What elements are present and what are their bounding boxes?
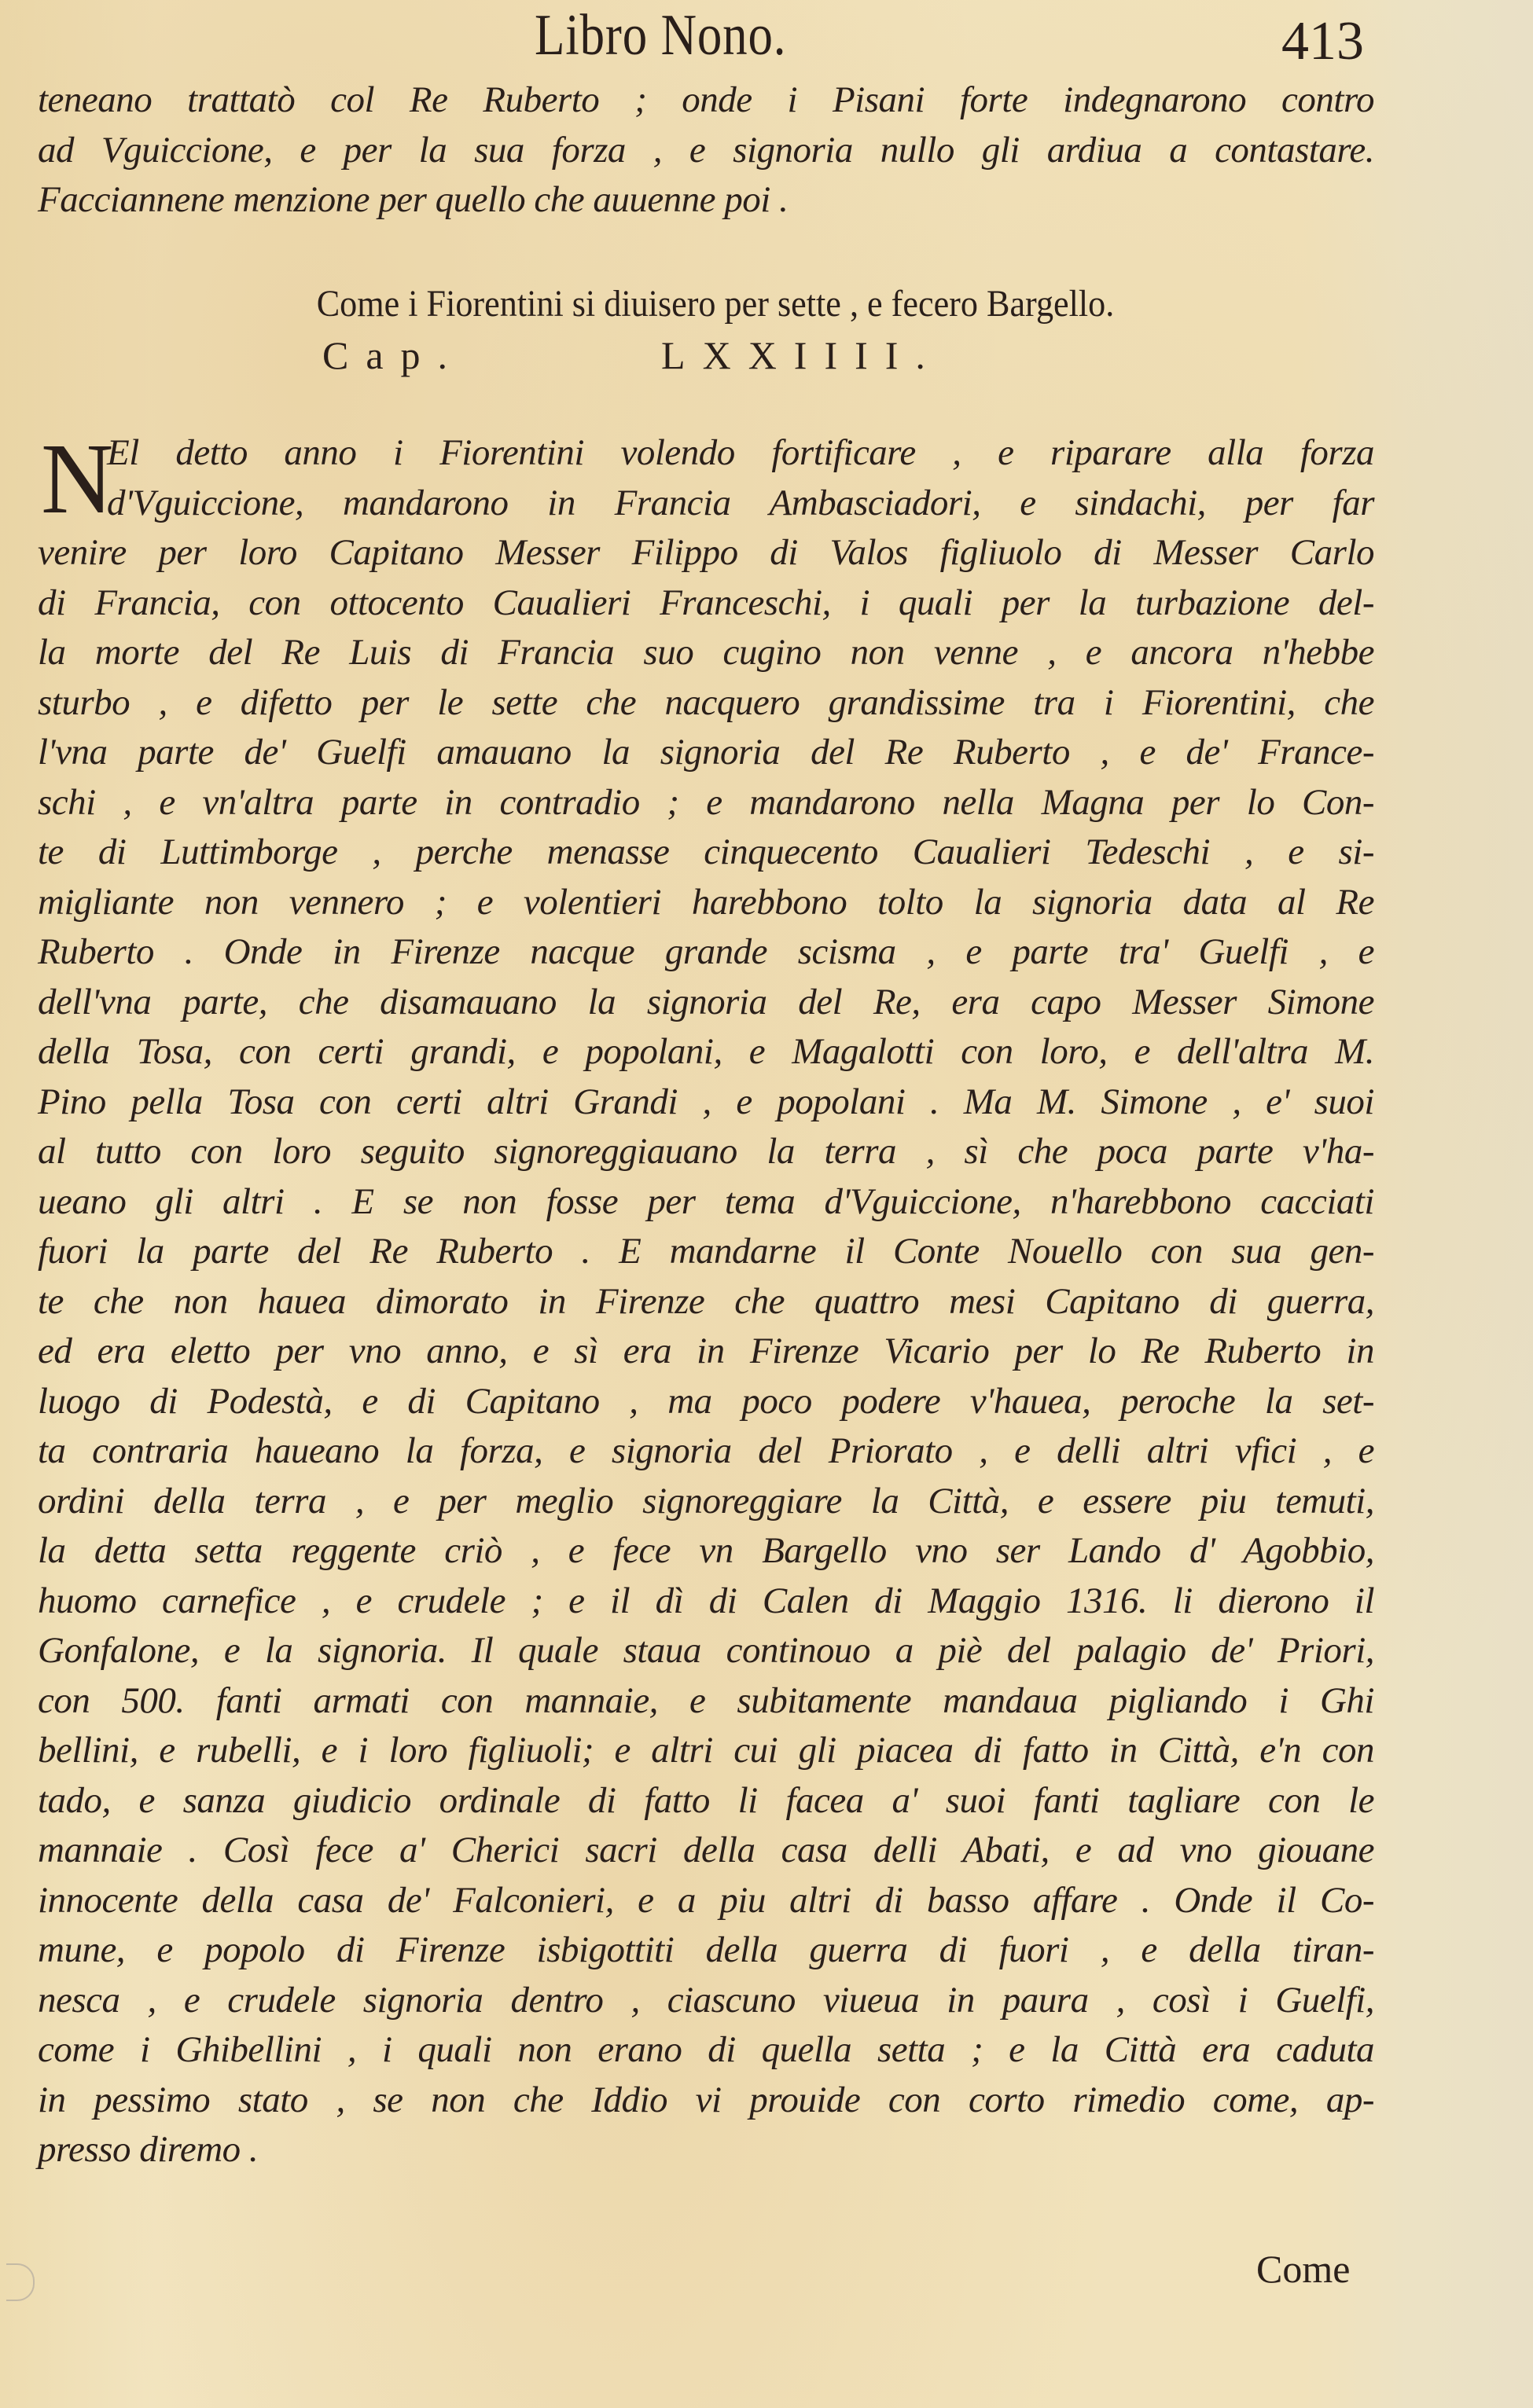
text-line: ordini della terra , e per meglio signoreggiare la Città, e essere piu temuti, [38,1480,1374,1522]
text-line: l'vna parte de' Guelfi amauano la signoria del Re Ruberto , e de' France- [38,732,1374,773]
text-line: d'Vguiccione, mandarono in Francia Ambasciadori, e sindachi, per far [107,482,1374,523]
chapter-paragraph [38,423,1374,2175]
text-line: con 500. fanti armati con mannaie, e subitamente mandaua pigliando i Ghi [38,1679,1374,1721]
text-line: schi , e vn'altra parte in contradio ; e mandarono nella Magna per lo Con- [38,781,1374,823]
text-line: huomo carnefice , e crudele ; e il dì di Calen di Maggio 1316. li dierono il [38,1580,1374,1621]
text-line: di Francia, con ottocento Caualieri Franceschi, i quali per la turbazione del- [38,582,1374,623]
text-line: te di Luttimborge , perche menasse cinquecento Caualieri Tedeschi , e si- [38,831,1374,872]
text-line: sturbo , e difetto per le sette che nacquero grandissime tra i Fiorentini, che [38,681,1374,723]
text-line: ueano gli altri . E se non fosse per tema d'Vguiccione, n'harebbono cacciati [38,1180,1374,1222]
text-line: Facciannene menzione per quello che auuenne poi . [38,179,789,220]
text-line: nesca , e crudele signoria dentro , ciascuno viueua in paura , così i Guelfi, [38,1979,1374,2021]
text-line: luogo di Podestà, e di Capitano , ma poco podere v'hauea, peroche la set- [38,1380,1374,1422]
drop-cap: N [41,423,113,534]
text-line: la detta setta reggente criò , e fece vn Bargello vno ser Lando d' Agobbio, [38,1530,1374,1571]
text-line: migliante non vennero ; e volentieri harebbono tolto la signoria data al Re [38,881,1374,923]
catchword: Come [1256,2247,1351,2291]
text-line: mannaie . Così fece a' Cherici sacri della casa delli Abati, e ad vno giouane [38,1830,1374,1870]
page-number: 413 [1281,11,1364,72]
text-line: Gonfalone, e la signoria. Il quale staua continouo a piè del palagio de' Priori, [38,1630,1374,1671]
text-line: El detto anno i Fiorentini volendo fortificare , e riparare alla forza [107,432,1374,473]
text-line: come i Ghibellini , i quali non erano di quella setta ; e la Città era caduta [38,2029,1374,2070]
text-line: Pino pella Tosa con certi altri Grandi , e popolani . Ma M. Simone , e' suoi [38,1081,1374,1122]
chapter-number: LXXIIII. [661,333,943,377]
text-line: della Tosa, con certi grandi, e popolani, e Magalotti con loro, e dell'altra M. [38,1031,1374,1072]
text-line: teneano trattatò col Re Ruberto ; onde i Pisani forte indegnarono contro [38,79,1374,120]
text-line: ad Vguiccione, e per la sua forza , e signoria nullo gli ardiua a contastare. [38,129,1374,171]
text-line: ed era eletto per vno anno, e sì era in Firenze Vicario per lo Re Ruberto in [38,1331,1374,1371]
text-line: tado, e sanza giudicio ordinale di fatto li facea a' suoi fanti tagliare con le [38,1779,1374,1821]
intro-text [38,75,1374,226]
text-line: mune, e popolo di Firenze isbigottiti della guerra di fuori , e della tiran- [38,1929,1374,1970]
text-line: fuori la parte del Re Ruberto . E mandarne il Conte Nouello con sua gen- [38,1231,1374,1272]
text-line: venire per loro Capitano Messer Filippo di Valos figliuolo di Messer Carlo [38,532,1374,573]
chapter-label: Cap. [322,333,465,377]
chapter-heading [322,330,943,380]
library-stamp-mark [6,2263,35,2301]
chapter-title: Come i Fiorentini si diuisero per sette , e fecero Bargello. [316,283,1115,325]
text-line: bellini, e rubelli, e i loro figliuoli; e altri cui gli piacea di fatto in Città, e'n con [38,1730,1374,1771]
running-title: Libro Nono. [535,3,787,68]
text-line: al tutto con loro seguito signoreggiauano la terra , sì che poca parte v'ha- [38,1131,1374,1172]
text-line: presso diremo . [38,2129,259,2170]
text-line: la morte del Re Luis di Francia suo cugino non venne , e ancora n'hebbe [38,632,1374,673]
text-line: in pessimo stato , se non che Iddio vi prouide con corto rimedio come, ap- [38,2079,1374,2120]
text-line: te che non hauea dimorato in Firenze che quattro mesi Capitano di guerra, [38,1280,1374,1322]
text-line: ta contraria haueano la forza, e signoria del Priorato , e delli altri vfici , e [38,1430,1374,1471]
text-line: Ruberto . Onde in Firenze nacque grande scisma , e parte tra' Guelfi , e [38,931,1374,972]
text-line: dell'vna parte, che disamauano la signoria del Re, era capo Messer Simone [38,981,1374,1022]
text-line: innocente della casa de' Falconieri, e a piu altri di basso affare . Onde il Co- [38,1879,1374,1921]
